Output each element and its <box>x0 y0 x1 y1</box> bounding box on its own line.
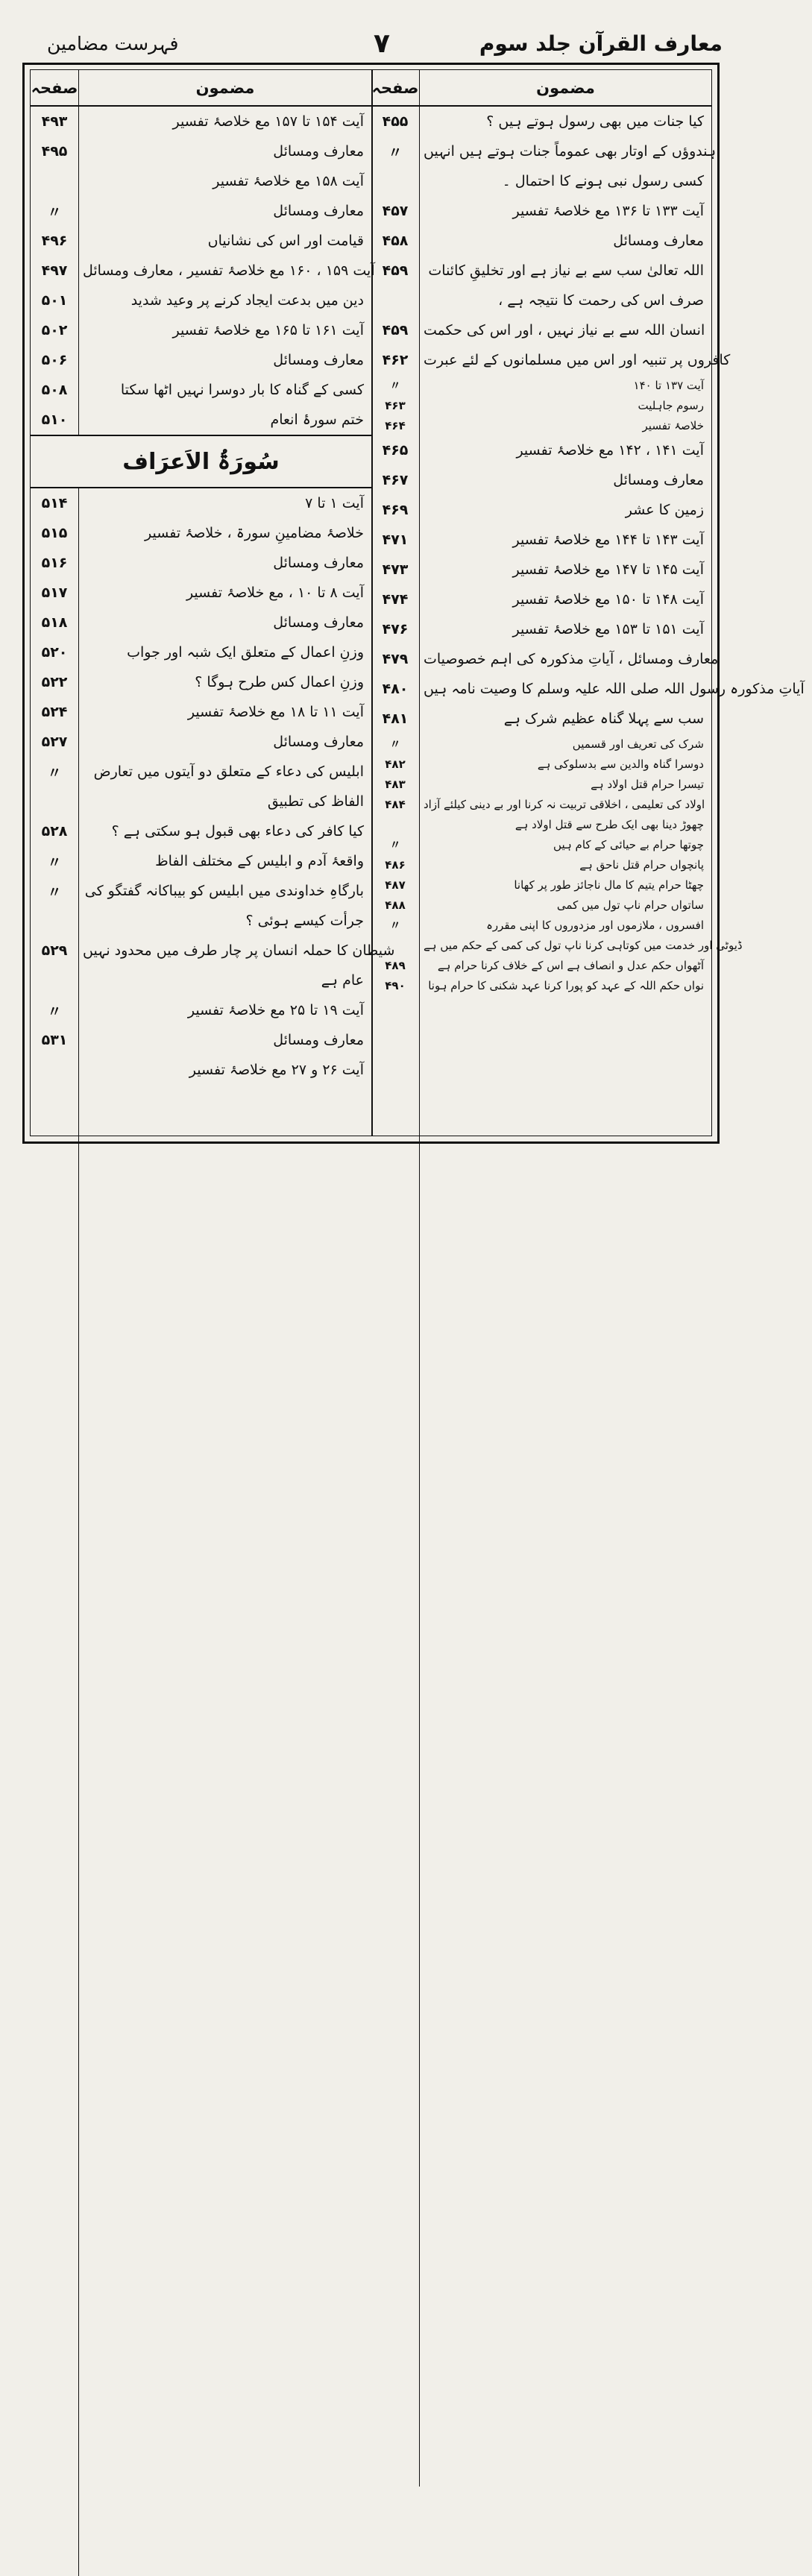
entry-topic: خلاصۂ تفسیر <box>642 418 704 432</box>
entry-topic: آیت ۱۶۱ تا ۱۶۵ مع خلاصۂ تفسیر <box>172 322 364 338</box>
entry-page-number: ۴۷۴ <box>382 591 409 608</box>
entry-topic: معارف ومسائل ، آیاتِ مذکورہ کی اہم خصوصیات <box>424 651 719 667</box>
entry-page-number: ۴۸۳ <box>385 777 406 791</box>
entry-page-number: ۴۵۹ <box>382 322 409 338</box>
index-entry <box>31 256 375 286</box>
entry-topic: چھوڑ دینا بھی ایک طرح سے قتل اولاد ہے <box>514 817 704 831</box>
index-entry <box>31 196 371 226</box>
entry-page-number: ۵۱۴ <box>41 495 68 511</box>
index-entry <box>371 935 743 955</box>
entry-topic: کافروں پر تنبیہ اور اس میں مسلمانوں کے لئے عبرت <box>424 352 731 368</box>
left-column <box>31 70 395 1136</box>
entry-topic: معارف ومسائل <box>273 352 364 368</box>
entry-topic: ساتواں حرام ناپ تول میں کمی <box>556 898 704 912</box>
entry-page-number: ۴۸۸ <box>385 898 406 912</box>
index-entry <box>371 226 711 256</box>
entry-topic: پانچواں حرام قتل ناحق ہے <box>579 857 704 872</box>
entry-topic: نواں حکم اللہ کے عہد کو پورا کرنا عہد شکنی کا حرام ہونا <box>428 978 704 992</box>
entry-topic: آیت ۱۴۵ تا ۱۴۷ مع خلاصۂ تفسیر <box>512 561 704 578</box>
entry-page-number: ۴۶۷ <box>382 472 409 488</box>
right-list <box>371 107 805 995</box>
entry-page-number: ۵۱۷ <box>41 585 68 601</box>
entry-page-number: ۴۸۱ <box>382 711 409 727</box>
index-entry <box>31 518 371 548</box>
index-entry <box>31 995 371 1025</box>
entry-topic: آیاتِ مذکورہ رسول اللہ صلی اللہ علیہ وسلم کا وصیت نامہ ہیں <box>424 681 805 697</box>
entry-topic: آیت ۱۴۱ ، ۱۴۲ مع خلاصۂ تفسیر <box>516 442 704 459</box>
entry-page-number: ۵۲۸ <box>41 823 68 840</box>
index-entry <box>371 754 711 774</box>
entry-page-number: ۴۵۸ <box>382 233 409 249</box>
left-column-rows <box>31 107 395 1085</box>
page-column-heading: صفحہ <box>371 70 420 105</box>
entry-page-number: ۴۶۹ <box>382 502 409 518</box>
entry-topic: آیت ۱۵۴ تا ۱۵۷ مع خلاصۂ تفسیر <box>172 113 364 130</box>
right-column-header <box>371 70 711 107</box>
index-entry <box>31 136 371 166</box>
index-entry <box>371 854 711 875</box>
entry-topic: بارگاہِ خداوندی میں ابلیس کو بیباکانہ گفتگو کی <box>84 883 364 899</box>
entry-topic: شرک کی تعریف اور قسمیں <box>572 737 704 751</box>
entry-page-number: ۴۹۷ <box>41 262 68 279</box>
entry-page-number: ۴۶۵ <box>382 442 409 459</box>
entry-topic: ہندوؤں کے اوتار بھی عموماً جنات ہوتے ہیں انہیں <box>424 143 717 160</box>
entry-page-number: 〃 <box>47 854 62 871</box>
entry-page-number: 〃 <box>388 144 403 161</box>
index-entry <box>371 875 711 895</box>
entry-topic: صرف اس کی رحمت کا نتیجہ ہے ، <box>498 292 704 309</box>
index-entry <box>371 614 711 644</box>
entry-topic: سب سے پہلا گناہ عظیم شرک ہے <box>503 711 704 727</box>
index-entry <box>371 375 711 395</box>
index-entry <box>31 697 371 727</box>
entry-topic: کیا جنات میں بھی رسول ہوتے ہیں ؟ <box>486 113 704 130</box>
index-entry <box>371 814 711 834</box>
entry-topic: دین میں بدعت ایجاد کرنے پر وعید شدید <box>130 292 364 309</box>
entry-topic: کیا کافر کی دعاء بھی قبول ہو سکتی ہے ؟ <box>111 823 364 840</box>
entry-topic: آیت ۱۴۳ تا ۱۴۴ مع خلاصۂ تفسیر <box>512 532 704 548</box>
index-entry <box>31 286 371 315</box>
entry-topic: چوتھا حرام بے حیائی کے کام ہیں <box>553 837 704 851</box>
entry-page-number: ۴۹۳ <box>41 113 68 130</box>
entry-topic: معارف ومسائل <box>613 233 704 249</box>
index-entry <box>371 794 711 814</box>
index-entry <box>31 727 371 757</box>
right-column <box>371 70 805 1136</box>
entry-topic: آیت ۱۵۹ ، ۱۶۰ مع خلاصۂ تفسیر ، معارف ومسائل <box>83 262 375 279</box>
index-entry <box>371 345 731 375</box>
index-entry <box>31 578 371 608</box>
entry-page-number: 〃 <box>47 764 62 781</box>
entry-topic: آیت ۱۳۳ تا ۱۳۶ مع خلاصۂ تفسیر <box>512 203 704 219</box>
index-entry <box>31 966 371 995</box>
index-table <box>30 69 805 1136</box>
entry-page-number: ۵۰۸ <box>41 382 68 398</box>
entry-page-number: 〃 <box>389 919 401 932</box>
index-entry <box>31 936 395 966</box>
entry-topic: معارف ومسائل <box>273 203 364 219</box>
index-entry <box>371 495 711 525</box>
entry-topic: آیت ۱ تا ۷ <box>305 495 364 511</box>
entry-page-number: ۵۰۶ <box>41 352 68 368</box>
index-entry <box>371 734 711 754</box>
entry-page-number: ۵۲۹ <box>41 942 68 959</box>
index-entry <box>31 846 371 876</box>
entry-topic: آیت ۱۵۸ مع خلاصۂ تفسیر <box>213 173 364 189</box>
index-entry <box>371 166 711 196</box>
entry-topic: افسروں ، ملازموں اور مزدوروں کا اپنی مقررہ <box>486 918 704 932</box>
entry-topic: آیت ۲۶ و ۲۷ مع خلاصۂ تفسیر <box>189 1062 364 1078</box>
index-entry <box>31 345 371 375</box>
entry-topic: اولاد کی تعلیمی ، اخلاقی تربیت نہ کرنا اور بے دینی کیلئے آزاد <box>424 797 705 811</box>
index-entry <box>31 816 371 846</box>
entry-topic: ختم سورۂ انعام <box>270 412 364 428</box>
entry-topic: ابلیس کی دعاء کے متعلق دو آیتوں میں تعارض <box>93 763 364 780</box>
entry-topic: تیسرا حرام قتل اولاد ہے <box>591 777 704 791</box>
entry-page-number: ۴۸۲ <box>385 757 406 771</box>
entry-topic: شیطان کا حملہ انسان پر چار طرف میں محدود نہیں <box>83 942 395 959</box>
left-column-header <box>31 70 371 107</box>
index-entry <box>371 915 711 935</box>
index-entry <box>31 107 371 136</box>
index-entry <box>31 906 371 936</box>
entry-page-number: 〃 <box>389 838 401 851</box>
entry-topic: کسی رسول نبی ہونے کا احتمال ۔ <box>502 173 704 189</box>
entry-topic: کسی کے گناہ کا بار دوسرا نہیں اٹھا سکتا <box>120 382 364 398</box>
entry-page-number: 〃 <box>47 204 62 221</box>
entry-topic: اللہ تعالیٰ سب سے بے نیاز ہے اور تخلیقِ کائنات <box>428 262 704 279</box>
entry-topic: جرأت کیسے ہوئی ؟ <box>245 913 364 929</box>
entry-topic: وزنِ اعمال کس طرح ہوگا ؟ <box>195 674 364 690</box>
index-entry <box>371 774 711 794</box>
entry-page-number: ۵۲۷ <box>41 734 68 750</box>
entry-page-number: ۵۰۲ <box>41 322 68 338</box>
entry-page-number: ۴۶۳ <box>385 398 406 412</box>
entry-page-number: ۴۵۵ <box>382 113 409 130</box>
entry-page-number: ۴۸۹ <box>385 958 406 972</box>
entry-page-number: ۵۲۲ <box>41 674 68 690</box>
entry-page-number: ۴۶۴ <box>385 418 406 432</box>
entry-topic: آیت ۱۴۸ تا ۱۵۰ مع خلاصۂ تفسیر <box>512 591 704 608</box>
entry-page-number: 〃 <box>47 884 62 901</box>
entry-topic: معارف ومسائل <box>613 472 704 488</box>
entry-topic: عام ہے <box>321 972 364 989</box>
entry-topic: آیت ۱۳۷ تا ۱۴۰ <box>633 378 704 392</box>
entry-page-number: ۵۲۰ <box>41 644 68 661</box>
entry-page-number: ۴۷۳ <box>382 561 409 578</box>
entry-topic: الفاظ کی تطبیق <box>267 793 364 810</box>
index-entry <box>31 405 371 435</box>
entry-page-number: ۴۸۰ <box>382 681 409 697</box>
index-entry <box>31 315 371 345</box>
topic-column-heading: مضمون <box>195 78 255 97</box>
entry-topic: رسوم جاہلیت <box>638 398 704 412</box>
entry-topic: معارف ومسائل <box>273 555 364 571</box>
entry-topic: واقعۂ آدم و ابلیس کے مختلف الفاظ <box>155 853 364 869</box>
entry-topic: آیت ۸ تا ۱۰ ، مع خلاصۂ تفسیر <box>186 585 364 601</box>
index-entry <box>31 608 371 637</box>
index-entry <box>371 674 805 704</box>
right-column-rows <box>371 107 805 995</box>
index-entry <box>371 895 711 915</box>
index-entry <box>371 435 711 465</box>
index-entry <box>31 637 371 667</box>
index-entry <box>371 465 711 495</box>
index-entry <box>371 975 711 995</box>
entry-topic: معارف ومسائل <box>273 1032 364 1048</box>
entry-page-number: ۴۷۶ <box>382 621 409 637</box>
index-entry <box>371 525 711 555</box>
entry-topic: انسان اللہ سے بے نیاز نہیں ، اور اس کی حکمت <box>424 322 705 338</box>
entry-page-number: 〃 <box>389 737 401 751</box>
index-entry <box>371 196 711 226</box>
index-entry <box>31 876 371 906</box>
index-entry <box>371 315 711 345</box>
entry-topic: ڈیوٹی اور خدمت میں کوتاہی کرنا ناپ تول کی کمی کے حکم میں ہے <box>424 938 743 952</box>
entry-topic: خلاصۂ مضامینِ سورۃ ، خلاصۂ تفسیر <box>145 525 364 541</box>
entry-topic: آیت ۱۱ تا ۱۸ مع خلاصۂ تفسیر <box>187 704 364 720</box>
index-entry <box>371 395 711 415</box>
index-entry <box>371 107 711 136</box>
entry-topic: چھٹا حرام یتیم کا مال ناجائز طور پر کھانا <box>514 878 704 892</box>
entry-page-number: ۴۵۷ <box>382 203 409 219</box>
running-head <box>41 30 723 66</box>
entry-topic: معارف ومسائل <box>273 143 364 160</box>
index-entry <box>371 955 711 975</box>
index-entry <box>31 548 371 578</box>
surah-heading: سُورَۃُ الاَعرَاف <box>31 435 371 488</box>
page-column-heading: صفحہ <box>31 70 79 105</box>
entry-topic: وزنِ اعمال کے متعلق ایک شبہ اور جواب <box>127 644 364 661</box>
index-table-frame <box>22 63 805 1144</box>
entry-page-number: ۴۷۹ <box>382 651 409 667</box>
entry-page-number: ۴۸۶ <box>385 857 406 872</box>
index-entry <box>31 166 371 196</box>
entry-page-number: 〃 <box>389 379 401 392</box>
entry-page-number: 〃 <box>47 1003 62 1020</box>
index-entry <box>371 644 719 674</box>
entry-page-number: ۴۷۱ <box>382 532 409 548</box>
index-entry <box>371 256 711 286</box>
index-entry <box>31 757 371 787</box>
entry-topic: آیت ۱۵۱ تا ۱۵۳ مع خلاصۂ تفسیر <box>512 621 704 637</box>
entry-page-number: ۴۹۵ <box>41 143 68 160</box>
entry-page-number: ۵۱۸ <box>41 614 68 631</box>
index-entry <box>31 226 371 256</box>
entry-page-number: ۴۹۶ <box>41 233 68 249</box>
index-entry <box>371 585 711 614</box>
index-entry <box>31 667 371 697</box>
entry-page-number: ۴۹۰ <box>385 978 406 992</box>
index-entry <box>371 415 711 435</box>
entry-topic: زمین کا عشر <box>625 502 704 518</box>
entry-topic: معارف ومسائل <box>273 734 364 750</box>
book-page <box>0 0 805 1193</box>
entry-topic: آیت ۱۹ تا ۲۵ مع خلاصۂ تفسیر <box>187 1002 364 1018</box>
entry-page-number: ۵۱۶ <box>41 555 68 571</box>
topic-column-heading: مضمون <box>536 78 595 97</box>
left-bottom-list <box>31 488 395 1085</box>
entry-page-number: ۴۸۷ <box>385 878 406 892</box>
entry-page-number: ۵۱۰ <box>41 412 68 428</box>
entry-page-number: ۵۰۱ <box>41 292 68 309</box>
index-entry <box>31 488 371 518</box>
book-title: معارف القرآن جلد سوم <box>479 31 723 56</box>
entry-page-number: ۴۵۹ <box>382 262 409 279</box>
index-entry <box>371 704 711 734</box>
index-entry <box>371 555 711 585</box>
entry-topic: معارف ومسائل <box>273 614 364 631</box>
section-title: فہرست مضامین <box>47 33 179 54</box>
index-entry <box>371 286 711 315</box>
entry-page-number: ۴۶۲ <box>382 352 409 368</box>
page-number: ۷ <box>374 28 390 59</box>
index-entry <box>31 375 371 405</box>
index-entry <box>371 136 717 166</box>
entry-topic: قیامت اور اس کی نشانیاں <box>207 233 364 249</box>
index-entry <box>371 834 711 854</box>
entry-page-number: ۵۳۱ <box>41 1032 68 1048</box>
index-entry <box>31 787 371 816</box>
entry-topic: دوسرا گناہ والدین سے بدسلوکی ہے <box>537 757 704 771</box>
entry-topic: آٹھواں حکم عدل و انصاف ہے اس کے خلاف کرنا حرام ہے <box>437 958 704 972</box>
index-entry <box>31 1055 371 1085</box>
entry-page-number: ۵۲۴ <box>41 704 68 720</box>
index-entry <box>31 1025 371 1055</box>
entry-page-number: ۴۸۴ <box>385 797 406 811</box>
entry-page-number: ۵۱۵ <box>41 525 68 541</box>
left-top-list <box>31 107 375 435</box>
